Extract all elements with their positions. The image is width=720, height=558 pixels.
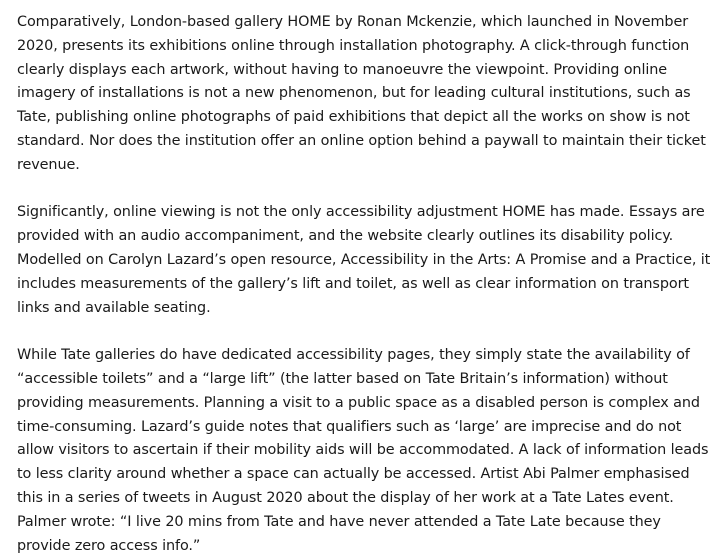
paragraph-home-gallery: Comparatively, London-based gallery HOME by Ronan Mckenzie, which launched in November 2020, presents its exhibitions online through installation photography. A click-through function clearly displays each artwork, without having to manoeuvre the viewpoint. Providing online imagery of installations is not a new phenomenon, but for leading cultural institutions, such as Tate, publishing online photographs of paid exhibitions that depict all the works on show is not standard. Nor does the institution offer an online option behind a paywall to maintain their ticket revenue. <box>17 14 706 173</box>
paragraph-tate-accessibility: While Tate galleries do have dedicated accessibility pages, they simply state the availability of “accessible toilets” and a “large lift” (the latter based on Tate Britain’s information) without providing measurements. Planning a visit to a public space as a disabled person is complex and time-consuming. Lazard’s guide notes that qualifiers such as ‘large’ are imprecise and do not allow visitors to ascertain if their mobility aids will be accommodated. A lack of information leads to less clarity around whether a space can actually be accessed. Artist Abi Palmer emphasised this in a series of tweets in August 2020 about the display of her work at a Tate Lates event. Palmer wrote: “I live 20 mins from Tate and have never attended a Tate Late because they provide zero access info.” <box>17 347 709 554</box>
paragraph-accessibility-adjustments: Significantly, online viewing is not the only accessibility adjustment HOME has made. Essays are provided with an audio accompaniment, and the website clearly outlines its disability policy. Modelled on Carolyn Lazard’s open resource, Accessibility in the Arts: A Promise and a Practice, it includes measurements of the gallery’s lift and toilet, as well as clear information on transport links and available seating. <box>17 204 711 316</box>
article-body <box>17 11 717 558</box>
